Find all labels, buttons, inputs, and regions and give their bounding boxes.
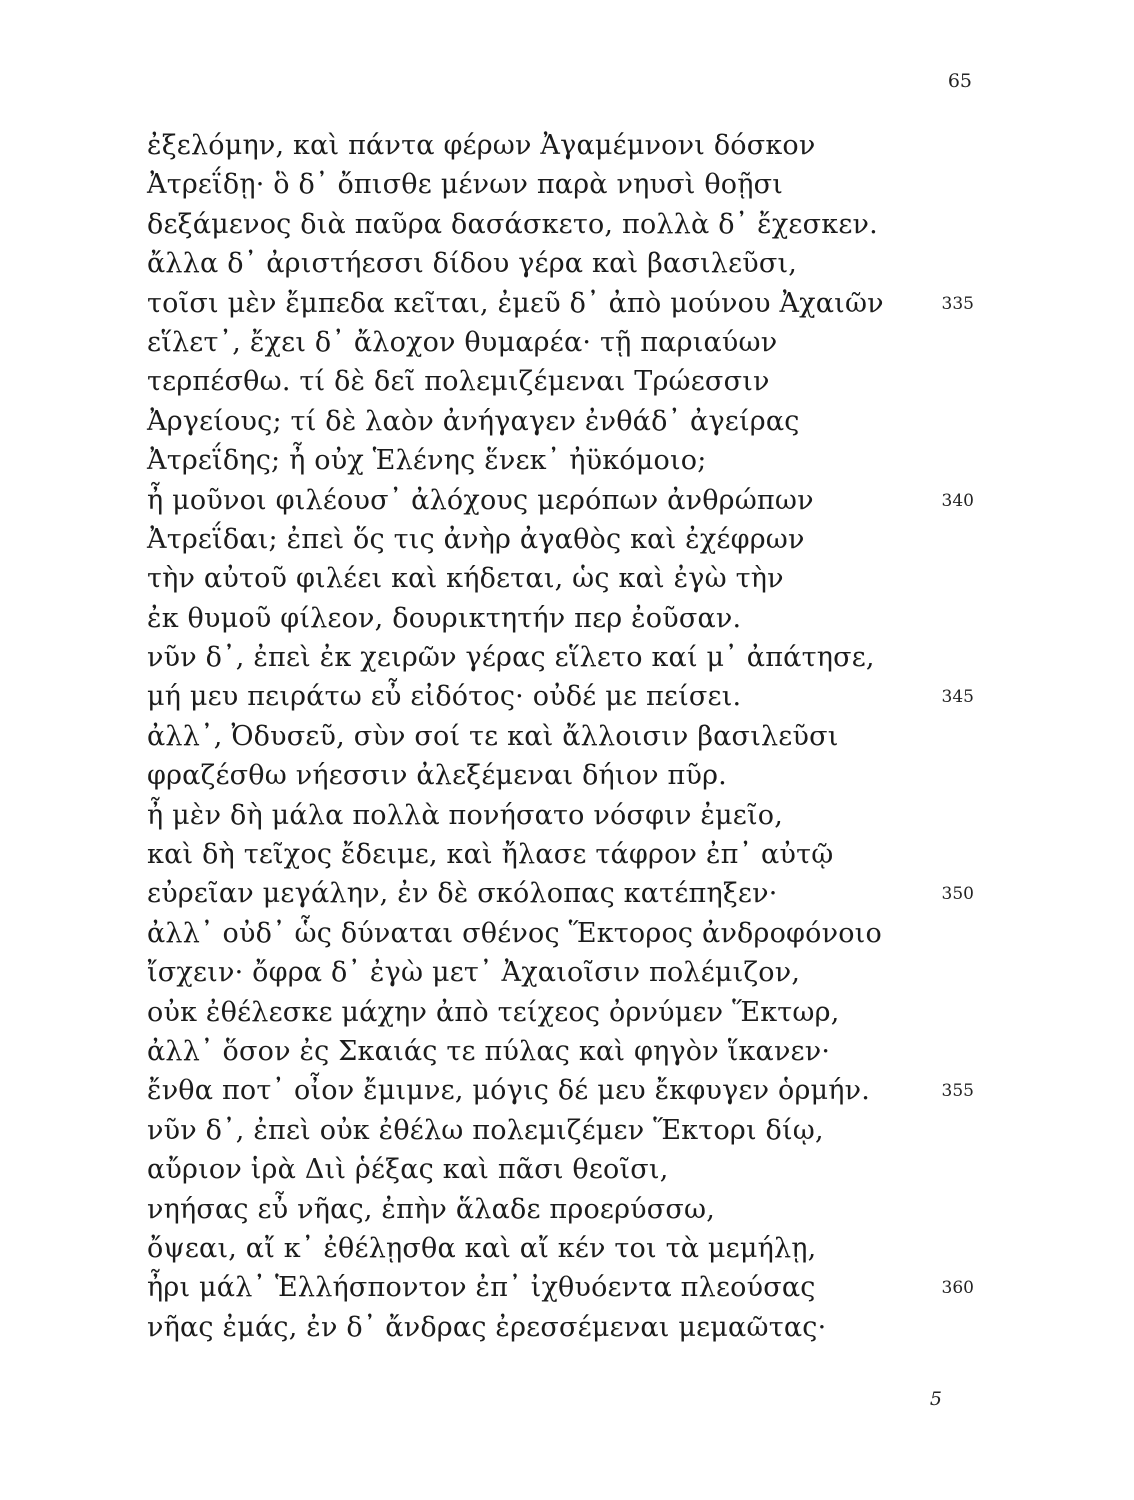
line-number: 360 [941, 1278, 974, 1299]
verse-line-text: τερπέσθω. τί δὲ δεῖ πολεμιζέμεναι Τρώεσσιν [147, 366, 770, 398]
verse-line-text: ἔνθα ποτ᾽ οἶον ἔμιμνε, μόγις δέ μευ ἔκφυγεν ὁρμήν. [147, 1075, 871, 1107]
verse-line-text: ἀλλ᾽, Ὀδυσεῦ, σὺν σοί τε καὶ ἄλλοισιν βασιλεῦσι [147, 720, 839, 752]
verse-line-text: εἵλετ᾽, ἔχει δ᾽ ἄλοχον θυμαρέα· τῇ παριαύων [147, 326, 778, 358]
verse-line [147, 1071, 977, 1110]
verse-line [147, 717, 977, 756]
verse-line-text: τοῖσι μὲν ἔμπεδα κεῖται, ἐμεῦ δ᾽ ἀπὸ μούνου Ἀχαιῶν [147, 287, 884, 319]
verse-line-text: φραζέσθω νήεσσιν ἀλεξέμεναι δήιον πῦρ. [147, 760, 727, 792]
verse-line-text: δεξάμενος διὰ παῦρα δασάσκετο, πολλὰ δ᾽ ἔχεσκεν. [147, 208, 878, 240]
verse-line [147, 874, 977, 913]
verse-line [147, 559, 977, 598]
verse-line [147, 1111, 977, 1150]
page-number: 65 [947, 70, 972, 92]
line-number: 335 [941, 293, 974, 314]
verse-line [147, 914, 977, 953]
verse-line [147, 362, 977, 401]
verse-line-text: ἐξελόμην, καὶ πάντα φέρων Ἀγαμέμνονι δόσκον [147, 130, 816, 161]
verse-line-text: Ἀτρεΐδης; ἦ οὐχ Ἑλένης ἕνεκ᾽ ἠϋκόμοιο; [147, 445, 707, 477]
verse-line-text: νῦν δ᾽, ἐπεὶ ἐκ χειρῶν γέρας εἵλετο καί μ᾽ ἀπάτησε, [147, 642, 875, 674]
verse-line [147, 1032, 977, 1071]
verse-line-text: ἦρι μάλ᾽ Ἑλλήσποντον ἐπ᾽ ἰχθυόεντα πλεούσας [147, 1272, 816, 1304]
verse-line [147, 1308, 977, 1347]
verse-line [147, 599, 977, 638]
verse-line-text: ἦ μὲν δὴ μάλα πολλὰ πονήσατο νόσφιν ἐμεῖο, [147, 799, 784, 831]
line-number: 350 [941, 884, 974, 905]
verse-line [147, 796, 977, 835]
verse-line-text: νῆας ἐμάς, ἐν δ᾽ ἄνδρας ἐρεσσέμεναι μεμαῶτας· [147, 1311, 827, 1343]
verse-line [147, 835, 977, 874]
verse-line-text: εὐρεῖαν μεγάλην, ἐν δὲ σκόλοπας κατέπηξεν· [147, 878, 778, 910]
verse-line-text: ἴσχειν· ὄφρα δ᾽ ἐγὼ μετ᾽ Ἀχαιοῖσιν πολέμιζον, [147, 957, 801, 989]
verse-line [147, 1190, 977, 1229]
verse-line-text: καὶ δὴ τεῖχος ἔδειμε, καὶ ἤλασε τάφρον ἐπ᾽ αὐτῷ [147, 839, 834, 871]
verse-line [147, 1229, 977, 1268]
verse-line [147, 1150, 977, 1189]
verse-line [147, 126, 977, 165]
verse-line-text: Ἀτρεΐδαι; ἐπεὶ ὅς τις ἀνὴρ ἀγαθὸς καὶ ἐχέφρων [147, 523, 805, 555]
signature-mark: 5 [929, 1388, 942, 1410]
verse-line-text: οὐκ ἐθέλεσκε μάχην ἀπὸ τείχεος ὀρνύμεν Ἕκτωρ, [147, 996, 840, 1028]
verse-line-text: ὄψεαι, αἴ κ᾽ ἐθέλῃσθα καὶ αἴ κέν τοι τὰ μεμήλῃ, [147, 1232, 817, 1264]
line-number: 345 [941, 687, 974, 708]
verse-line [147, 165, 977, 204]
verse-line [147, 638, 977, 677]
verse-line [147, 402, 977, 441]
verse-line-text: ἀλλ᾽ ὅσον ἐς Σκαιάς τε πύλας καὶ φηγὸν ἵκανεν· [147, 1035, 831, 1067]
verse-line [147, 520, 977, 559]
verse-line-text: τὴν αὐτοῦ φιλέει καὶ κήδεται, ὡς καὶ ἐγὼ τὴν [147, 563, 784, 595]
verse-line-text: Ἀτρεΐδῃ· ὃ δ᾽ ὄπισθε μένων παρὰ νηυσὶ θοῇσι [147, 169, 784, 201]
verse-line-text: αὔριον ἱρὰ Διὶ ῥέξας καὶ πᾶσι θεοῖσι, [147, 1154, 669, 1186]
verse-line-text: Ἀργείους; τί δὲ λαὸν ἀνήγαγεν ἐνθάδ᾽ ἀγείρας [147, 405, 800, 437]
verse-line-text: ἀλλ᾽ οὐδ᾽ ὧς δύναται σθένος Ἕκτορος ἀνδροφόνοιο [147, 917, 882, 949]
verse-line [147, 441, 977, 480]
verse-line [147, 481, 977, 520]
line-number: 355 [941, 1081, 974, 1102]
verse-line [147, 205, 977, 244]
verse-line [147, 1268, 977, 1307]
verse-line [147, 323, 977, 362]
verse-line [147, 756, 977, 795]
verse-line-text: ἄλλα δ᾽ ἀριστήεσσι δίδου γέρα καὶ βασιλεῦσι, [147, 248, 798, 280]
verse-line-text: ἐκ θυμοῦ φίλεον, δουρικτητήν περ ἐοῦσαν. [147, 602, 742, 634]
verse-line [147, 993, 977, 1032]
verse-line-text: μή μευ πειράτω εὖ εἰδότος· οὐδέ με πείσει. [147, 681, 742, 713]
verse-line [147, 953, 977, 992]
verse-text-block [147, 126, 977, 1347]
verse-line-text: ἦ μοῦνοι φιλέουσ᾽ ἀλόχους μερόπων ἀνθρώπων [147, 484, 814, 516]
verse-line-text: νηήσας εὖ νῆας, ἐπὴν ἅλαδε προερύσσω, [147, 1193, 716, 1225]
verse-line [147, 244, 977, 283]
verse-line [147, 677, 977, 716]
verse-line-text: νῦν δ᾽, ἐπεὶ οὐκ ἐθέλω πολεμιζέμεν Ἕκτορι δίῳ, [147, 1114, 824, 1146]
line-number: 340 [941, 490, 974, 511]
verse-line [147, 284, 977, 323]
